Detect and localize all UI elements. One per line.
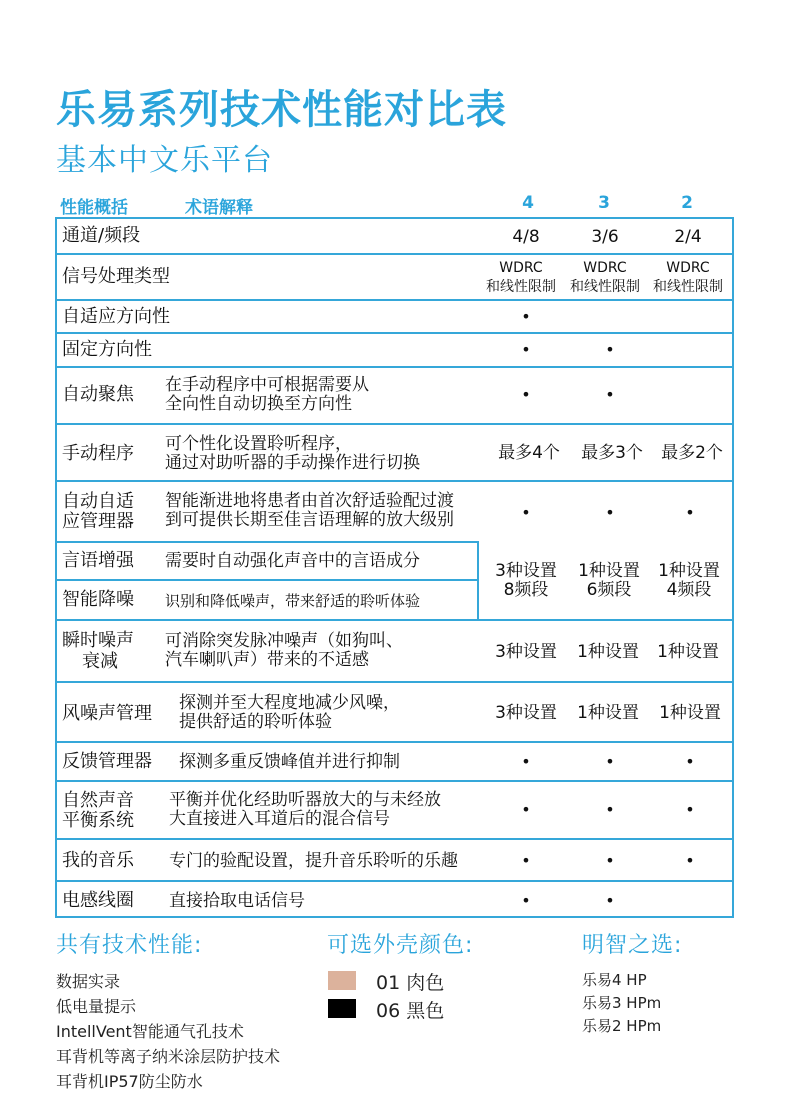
row-label: 智能降噪 <box>62 589 134 610</box>
row-label-line2: 衰减 <box>82 651 118 672</box>
color-label-black: 06 黑色 <box>376 1000 445 1022</box>
cell-model-2: 最多2个 <box>661 443 723 463</box>
cell-model-4: 4/8 <box>512 227 540 247</box>
row-desc-line2: 全向性自动切换至方向性 <box>165 394 352 414</box>
merged-cell-model-2-line1: 1种设置 <box>658 561 720 581</box>
cell-model-3-line1: WDRC <box>583 260 627 276</box>
color-swatch-skin <box>328 971 356 990</box>
cell-model-4: 最多4个 <box>498 443 560 463</box>
row-label: 自适应方向性 <box>62 306 170 327</box>
table-row-my-music <box>57 838 732 880</box>
row-desc: 直接拾取电话信号 <box>169 891 305 911</box>
row-label-line2: 应管理器 <box>62 511 134 532</box>
dot-model-4: • <box>521 800 531 819</box>
table-row-telecoil <box>57 880 732 916</box>
common-feature-item: IntellVent智能通气孔技术 <box>56 1022 244 1041</box>
dot-model-3: • <box>605 385 615 404</box>
row-desc-line2: 到可提供长期至佳言语理解的放大级别 <box>165 510 454 530</box>
dot-model-3: • <box>605 800 615 819</box>
cell-model-4: 3种设置 <box>495 642 557 662</box>
row-label: 电感线圈 <box>62 890 134 911</box>
page-subtitle: 基本中文乐平台 <box>56 143 273 178</box>
row-desc-line2: 通过对助听器的手动操作进行切换 <box>165 453 420 473</box>
table-row-feedback-manager <box>57 741 732 780</box>
row-label: 言语增强 <box>62 550 134 571</box>
table-row-fixed-directionality <box>57 332 732 366</box>
row-label: 自动聚焦 <box>62 384 134 405</box>
merged-cell-model-4-line1: 3种设置 <box>495 561 557 581</box>
row-label: 手动程序 <box>62 443 134 464</box>
row-desc-line1: 在手动程序中可根据需要从 <box>165 375 369 395</box>
color-swatch-black <box>328 999 356 1018</box>
table-row-noise-reduction <box>57 579 477 619</box>
row-desc-line1: 可个性化设置聆听程序， <box>165 434 352 454</box>
smart-choice-title: 明智之选: <box>582 933 683 958</box>
row-desc-line1: 智能渐进地将患者由首次舒适验配过渡 <box>165 491 454 511</box>
cell-model-4-line1: WDRC <box>499 260 543 276</box>
dot-model-3: • <box>605 503 615 522</box>
row-label-line1: 自动自适 <box>62 491 134 512</box>
dot-model-4: • <box>521 340 531 359</box>
dot-model-3: • <box>605 340 615 359</box>
cell-model-3: 1种设置 <box>577 642 639 662</box>
common-feature-item: 耳背机等离子纳米涂层防护技术 <box>56 1047 281 1066</box>
row-desc-line1: 探测并至大程度地减少风噪， <box>179 693 400 713</box>
cell-model-3: 3/6 <box>591 227 619 247</box>
dot-model-4: • <box>521 891 531 910</box>
common-feature-item: 数据实录 <box>56 972 121 991</box>
row-label-line1: 自然声音 <box>62 790 134 811</box>
table-row-wind-noise <box>57 681 732 741</box>
row-label: 固定方向性 <box>62 339 152 360</box>
model-item: 乐易3 HPm <box>582 994 662 1012</box>
comparison-table <box>55 217 734 918</box>
common-features-title: 共有技术性能: <box>56 933 203 958</box>
model-item: 乐易2 HPm <box>582 1017 662 1035</box>
dot-model-2: • <box>685 752 695 771</box>
cell-model-2: 1种设置 <box>659 703 721 723</box>
col-header-model-2: 2 <box>681 193 693 213</box>
cell-model-2-line2: 和线性限制 <box>653 279 723 295</box>
dot-model-4: • <box>521 851 531 870</box>
table-row-autofocus <box>57 366 732 423</box>
dot-model-4: • <box>521 503 531 522</box>
row-desc: 识别和降低噪声，带来舒适的聆听体验 <box>165 592 421 610</box>
row-label-line1: 瞬时噪声 <box>62 630 134 651</box>
col-header-overview: 性能概括 <box>60 198 128 218</box>
table-row-adaptive-directionality <box>57 299 732 332</box>
cell-model-3-line2: 和线性限制 <box>570 279 640 295</box>
table-row-signal <box>57 253 732 299</box>
row-label: 我的音乐 <box>62 850 134 871</box>
common-feature-item: 低电量提示 <box>56 997 137 1016</box>
row-desc-line2: 汽车喇叭声）带来的不适感 <box>165 650 369 670</box>
dot-model-2: • <box>685 503 695 522</box>
dot-model-2: • <box>685 800 695 819</box>
dot-model-3: • <box>605 851 615 870</box>
col-header-terms: 术语解释 <box>185 198 253 218</box>
color-label-skin: 01 肉色 <box>376 972 445 994</box>
cell-model-2-line1: WDRC <box>666 260 710 276</box>
common-feature-item: 耳背机IP57防尘防水 <box>56 1072 203 1091</box>
table-row-channels <box>57 219 732 253</box>
row-desc: 需要时自动强化声音中的言语成分 <box>165 551 420 571</box>
cell-model-4: 3种设置 <box>495 703 557 723</box>
model-item: 乐易4 HP <box>582 971 647 989</box>
dot-model-2: • <box>685 851 695 870</box>
cell-model-3: 1种设置 <box>577 703 639 723</box>
row-label: 信号处理类型 <box>62 266 170 287</box>
row-desc-line1: 平衡并优化经助听器放大的与未经放 <box>169 790 441 810</box>
table-row-manual-program <box>57 423 732 480</box>
dot-model-3: • <box>605 752 615 771</box>
row-desc-line2: 大直接进入耳道后的混合信号 <box>169 809 390 829</box>
row-label-line2: 平衡系统 <box>62 810 134 831</box>
cell-model-3: 最多3个 <box>581 443 643 463</box>
row-desc: 探测多重反馈峰值并进行抑制 <box>179 752 400 772</box>
dot-model-4: • <box>521 307 531 326</box>
dot-model-4: • <box>521 385 531 404</box>
cell-model-4-line2: 和线性限制 <box>486 279 556 295</box>
row-desc: 专门的验配设置，提升音乐聆听的乐趣 <box>169 851 458 871</box>
table-row-speech-enhancement <box>57 541 477 579</box>
merged-cell-model-3-line2: 6频段 <box>586 580 632 600</box>
shell-colors-title: 可选外壳颜色: <box>327 933 474 958</box>
col-header-model-3: 3 <box>598 193 610 213</box>
row-label: 风噪声管理 <box>62 703 152 724</box>
table-row-adaptation-manager <box>57 480 732 541</box>
dot-model-4: • <box>521 752 531 771</box>
row-label: 通道/频段 <box>62 225 141 246</box>
merged-cell-model-2-line2: 4频段 <box>666 580 712 600</box>
table-row-transient-noise <box>57 619 732 681</box>
merged-cell-model-4-line2: 8频段 <box>503 580 549 600</box>
row-desc-line1: 可消除突发脉冲噪声（如狗叫、 <box>165 631 403 651</box>
dot-model-3: • <box>605 891 615 910</box>
row-label: 反馈管理器 <box>62 751 152 772</box>
merged-cell-divider <box>477 541 479 619</box>
merged-cell-model-3-line1: 1种设置 <box>578 561 640 581</box>
table-row-natural-sound-balance <box>57 780 732 838</box>
cell-model-2: 2/4 <box>674 227 702 247</box>
page-title: 乐易系列技术性能对比表 <box>56 87 507 133</box>
cell-model-2: 1种设置 <box>657 642 719 662</box>
row-desc-line2: 提供舒适的聆听体验 <box>179 712 332 732</box>
col-header-model-4: 4 <box>522 193 534 213</box>
